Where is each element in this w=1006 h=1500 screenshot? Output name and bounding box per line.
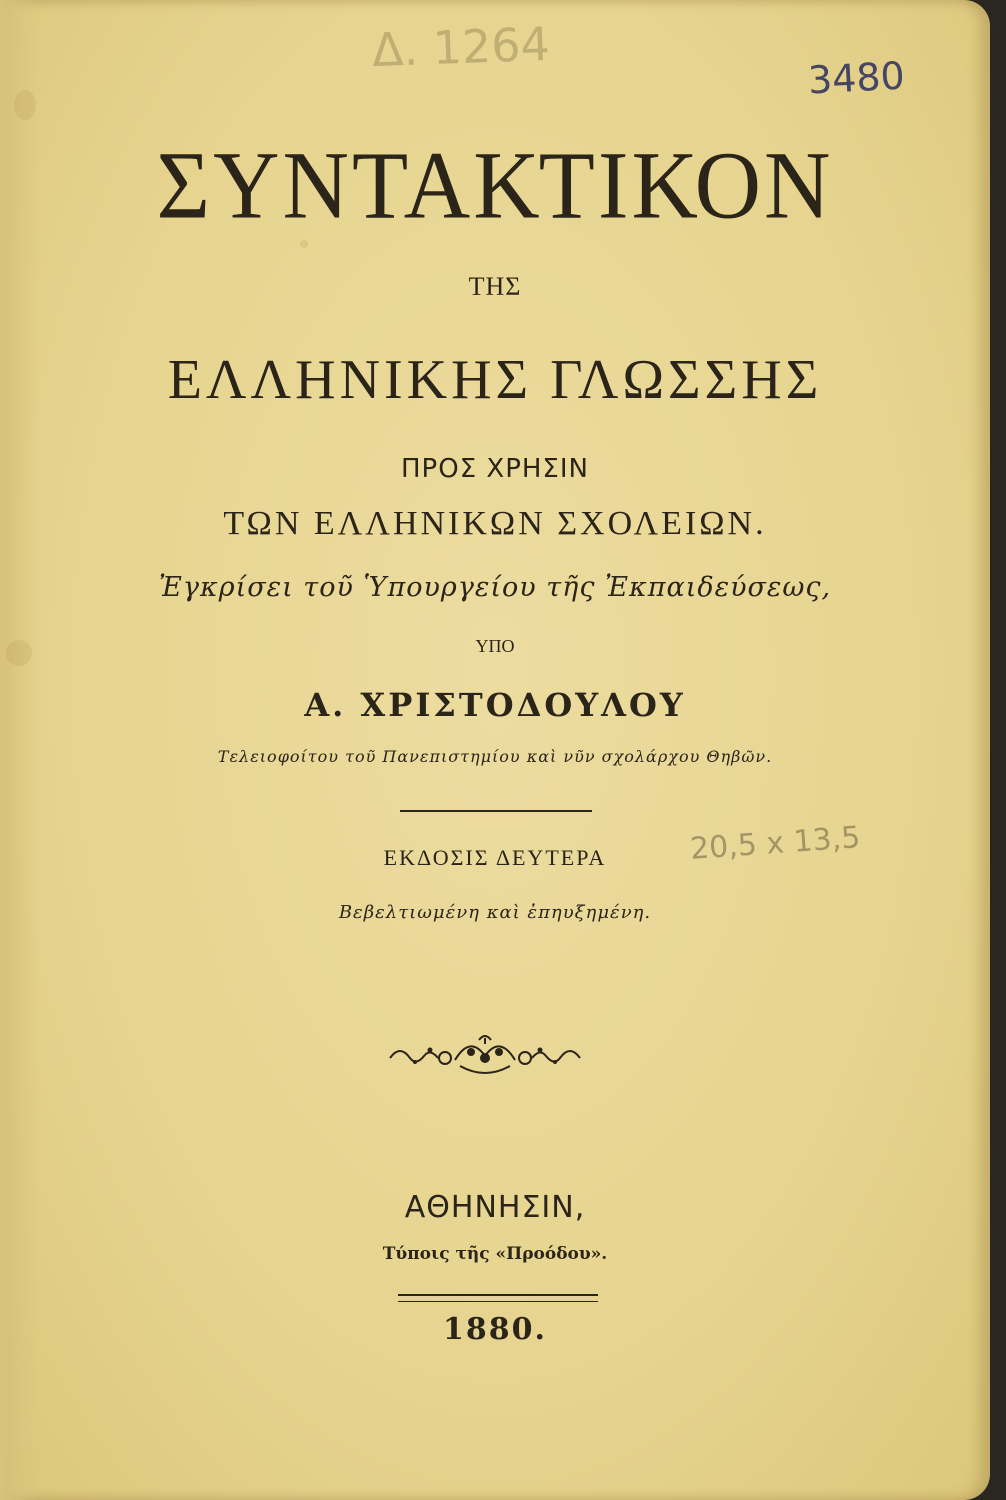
- by-line: ΥΠΟ: [475, 636, 515, 656]
- author-name: Α. ΧΡΙΣΤΟΔΟΥΛΟΥ: [304, 686, 686, 724]
- author-affiliation: Τελειοφοίτου τοῦ Πανεπιστημίου καὶ νῦν σχολάρχου Θηβῶν.: [217, 747, 773, 766]
- book-subtitle: ΕΛΛΗΝΙΚΗΣ ΓΛΩΣΣΗΣ: [167, 349, 823, 411]
- title-article: ΤΗΣ: [468, 272, 522, 301]
- edition-label: ΕΚΔΟΣΙΣ ΔΕΥΤΕΡΑ: [383, 845, 607, 870]
- handwritten-catalog-number: 3480: [806, 53, 906, 103]
- approval-line: Ἐγκρίσει τοῦ Ὑπουργείου τῆς Ἐκπαιδεύσεως,: [158, 572, 832, 603]
- purpose-line: ΠΡΟΣ ΧΡΗΣΙΝ: [401, 454, 589, 484]
- publication-year: 1880.: [443, 1312, 547, 1347]
- edition-note: Βεβελτιωμένη καὶ ἐπηυξημένη.: [338, 902, 652, 923]
- audience-line: ΤΩΝ ΕΛΛΗΝΙΚΩΝ ΣΧΟΛΕΙΩΝ.: [223, 505, 767, 542]
- floral-ornament-icon: [385, 1030, 585, 1080]
- handwritten-dimensions: 20,5 x 13,5: [688, 820, 862, 867]
- printer-line: Τύποις τῆς «Προόδου».: [382, 1244, 608, 1264]
- book-title: ΣΥΝΤΑΚΤΙΚΟΝ: [156, 131, 834, 239]
- handwritten-shelf-note: Δ. 1264: [371, 16, 551, 78]
- paper-stain: [14, 90, 36, 120]
- place-of-publication: ΑΘΗΝΗΣΙΝ,: [404, 1190, 586, 1225]
- divider-rule: [400, 810, 592, 812]
- paper-stain: [300, 240, 308, 248]
- double-rule: [398, 1294, 598, 1302]
